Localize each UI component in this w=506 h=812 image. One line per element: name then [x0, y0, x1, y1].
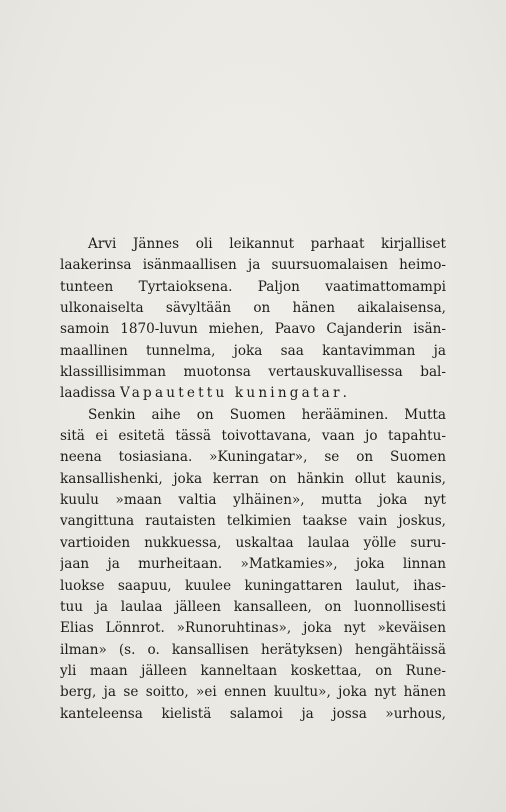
text-line: kansallishenki, joka kerran on hänkin ollut kaunis, — [60, 470, 446, 487]
text-line: Arvi Jännes oli leikannut parhaat kirjalliset — [88, 236, 446, 252]
text-line: luokse saapuu, kuulee kuningattaren laulut, ihas- — [60, 577, 446, 594]
text-line: neena tosiasiana. »Kuningatar», se on Suomen — [60, 449, 446, 466]
text-line: tuu ja laulaa jälleen kansalleen, on luonnollisesti — [60, 598, 446, 615]
text-line: laakerinsa isänmaallisen ja suursuomalaisen heimo- — [60, 257, 446, 274]
text-line: sitä ei esitetä tässä toivottavana, vaan jo tapahtu- — [60, 428, 446, 445]
text-line: Elias Lönnrot. »Runoruhtinas», joka nyt »keväisen — [60, 620, 446, 637]
text-line: kuulu »maan valtia ylhäinen», mutta joka nyt — [60, 492, 446, 509]
text-line: vangittuna rautaisten telkimien taakse vain joskus, — [60, 513, 446, 530]
text-line: ilman» (s. o. kansallisen herätyksen) hengähtäissä — [60, 641, 446, 658]
text-line: maallinen tunnelma, joka saa kantavimman ja — [60, 342, 446, 359]
text-line: vartioiden nukkuessa, uskaltaa laulaa yölle suru- — [60, 534, 446, 551]
text-line: tunteen Tyrtaioksena. Paljon vaatimattomampi — [60, 278, 446, 295]
text-line: laadissa Vapautettu kuningatar. — [60, 385, 347, 402]
text-line: berg, ja se soitto, »ei ennen kuultu», joka nyt hänen — [60, 684, 446, 701]
text-line: kanteleensa kielistä salamoi ja jossa »urhous, — [60, 705, 446, 722]
text-line: klassillisimman muotonsa vertauskuvallisessa bal- — [60, 364, 446, 381]
text-line: yli maan jälleen kanneltaan koskettaa, on Rune- — [60, 662, 446, 679]
text-line: ulkonaiselta sävyltään on hänen aikalaisensa, — [60, 300, 446, 317]
text-line: samoin 1870-luvun miehen, Paavo Cajanderin isän- — [60, 321, 446, 338]
body-text — [60, 234, 446, 725]
text-line: Senkin aihe on Suomen herääminen. Mutta — [88, 406, 446, 423]
text-line: jaan ja murheitaan. »Matkamies», joka linnan — [60, 556, 446, 573]
